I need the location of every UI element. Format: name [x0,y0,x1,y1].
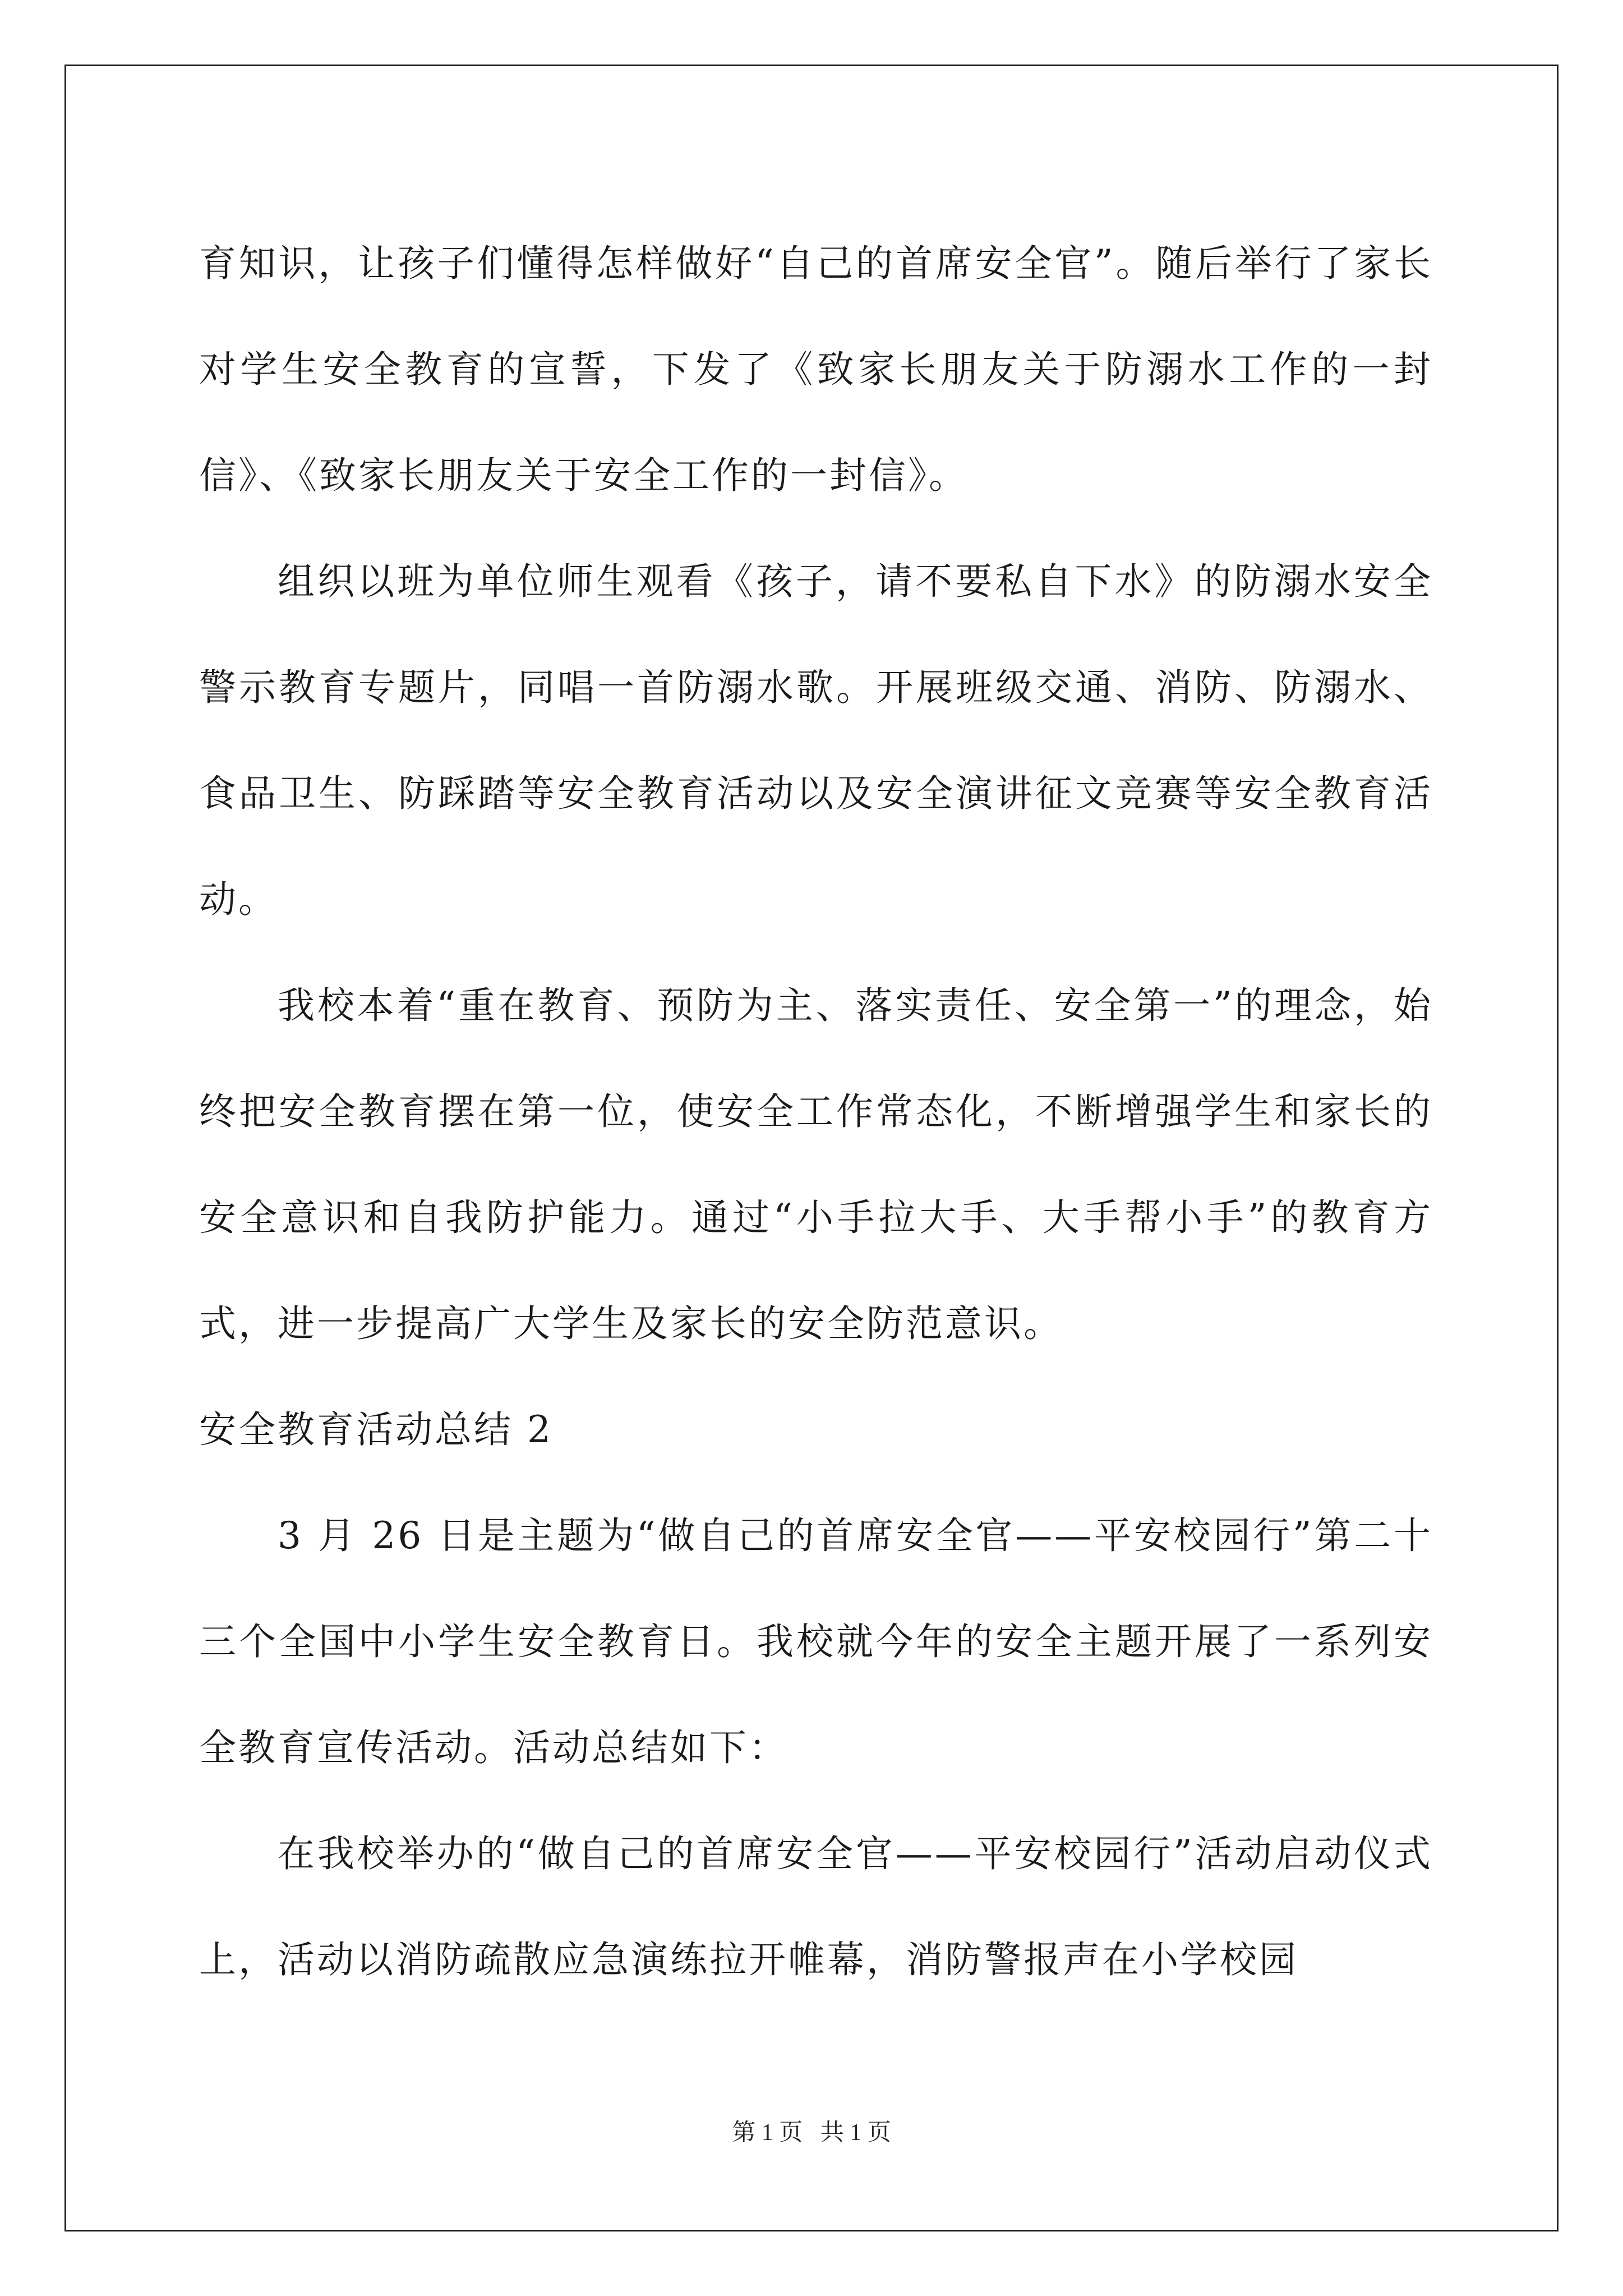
paragraph: 组织以班为单位师生观看《孩子，请不要私自下水》的防溺水安全警示教育专题片，同唱一首防溺水歌。开展班级交通、消防、防溺水、食品卫生、防踩踏等安全教育活动以及安全演讲征文竞赛等安全教育活动。 [199,560,1433,921]
paragraph: 育知识，让孩子们懂得怎样做好“自己的首席安全官”。随后举行了家长对学生安全教育的宣誓，下发了《致家长朋友关于防溺水工作的一封信》、《致家长朋友关于安全工作的一封信》。 [199,242,1433,497]
document-body [199,210,1433,2013]
page-number-footer: 第 1 页 共 1 页 [732,2120,891,2146]
paragraph: 我校本着“重在教育、预防为主、落实责任、安全第一”的理念，始终把安全教育摆在第一位，使安全工作常态化，不断增强学生和家长的安全意识和自我防护能力。通过“小手拉大手、大手帮小手”的教育方式，进一步提高广大学生及家长的安全防范意识。 [199,984,1433,1345]
section-heading: 安全教育活动总结 2 [199,1408,553,1451]
paragraph: 在我校举办的“做自己的首席安全官——平安校园行”活动启动仪式上，活动以消防疏散应急演练拉开帷幕，消防警报声在小学校园 [199,1832,1433,1981]
paragraph: 3 月 26 日是主题为“做自己的首席安全官——平安校园行”第二十三个全国中小学生安全教育日。我校就今年的安全主题开展了一系列安全教育宣传活动。活动总结如下： [199,1514,1433,1769]
